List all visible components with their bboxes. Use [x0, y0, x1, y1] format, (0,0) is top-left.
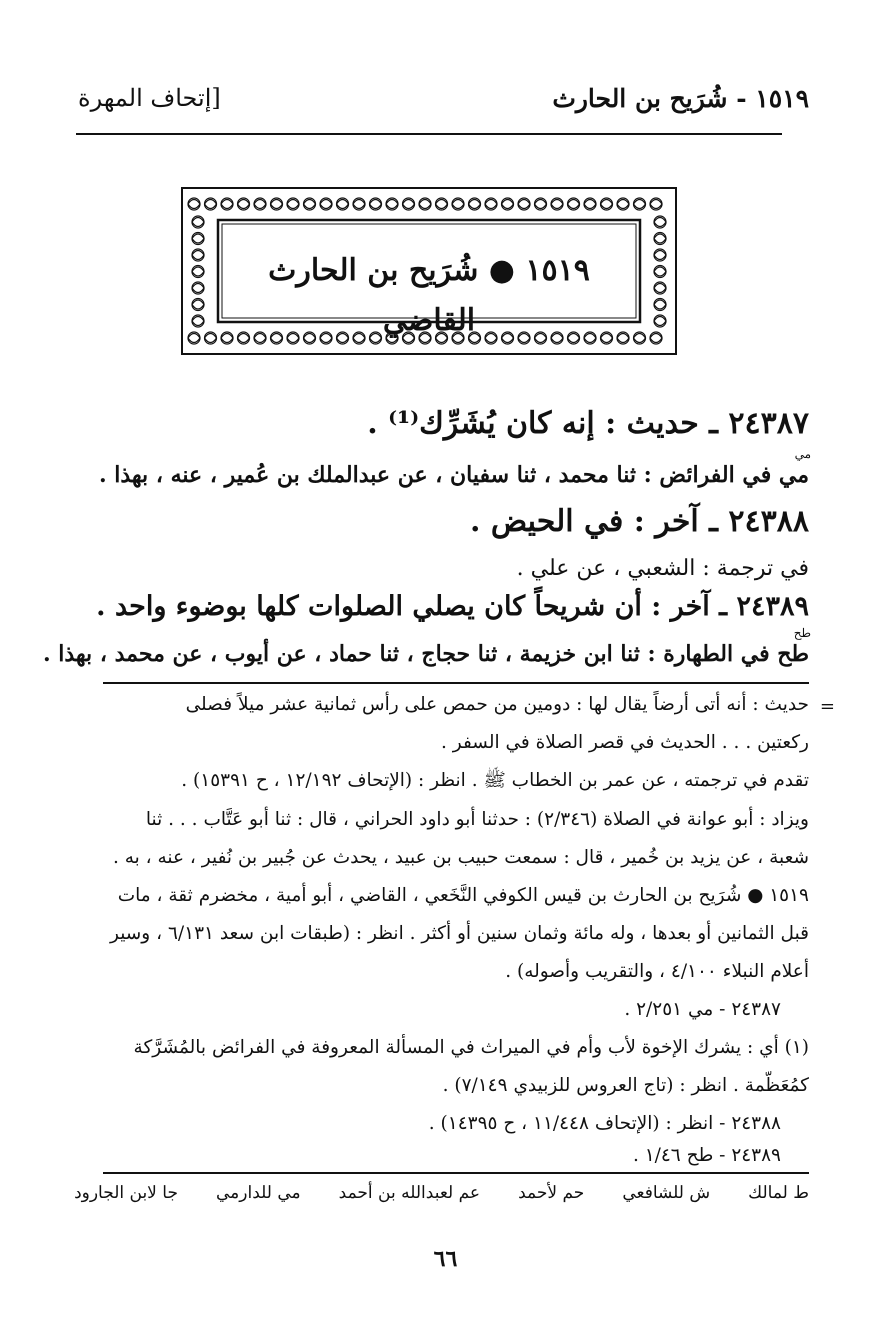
ornament-motif	[469, 200, 481, 209]
ornament-motif	[452, 200, 464, 209]
source-mark-mi: مي	[794, 447, 811, 461]
ornament-motif	[654, 317, 666, 326]
ornament-motif	[654, 284, 666, 293]
ornament-motif	[403, 200, 415, 209]
footnote-line: ٢٤٣٨٩ - طح ١/٤٦ .	[632, 1145, 781, 1166]
footnote-divider	[103, 682, 809, 684]
hadith-source-24388: في ترجمة : الشعبي ، عن علي .	[516, 556, 809, 581]
ornament-motif	[192, 317, 204, 326]
hadith-source-24387: مي في الفرائض : ثنا محمد ، ثنا سفيان ، عن عبدالملك بن عُمير ، عنه ، بهذا .	[98, 462, 809, 488]
ornament-motif	[192, 218, 204, 227]
ornament-motif	[654, 234, 666, 243]
footnote-line: تقدم في ترجمته ، عن عمر بن الخطاب ﷺ . انظر : (الإتحاف ١٢/١٩٢ ، ح ١٥٣٩١) .	[181, 770, 809, 791]
ornament-motif	[192, 234, 204, 243]
ornament-motif	[238, 200, 250, 209]
footnote-line: كمُعَظَّمة . انظر : (تاج العروس للزبيدي ٧/١٤٩) .	[442, 1075, 809, 1096]
ornament-motif	[205, 334, 217, 343]
ornament-motif	[287, 200, 299, 209]
ornament-motif	[551, 200, 563, 209]
abbreviation-item: عم لعبدالله بن أحمد	[338, 1183, 481, 1203]
ornament-motif	[304, 200, 316, 209]
abbreviation-item: حم لأحمد	[518, 1183, 585, 1203]
footnote-line: شعبة ، عن يزيد بن خُمير ، قال : سمعت حبيب بن عبيد ، يحدث عن جُبير بن نُفير ، عنه ، به .	[112, 847, 809, 868]
footnote-line: ويزاد : أبو عوانة في الصلاة (٢/٣٤٦) : حدثنا أبو داود الحراني ، قال : ثنا أبو عَتَّاب . . . ثنا	[145, 809, 809, 830]
ornament-motif	[650, 200, 662, 209]
running-header-left: [إتحاف المهرة	[78, 84, 221, 112]
ornament-motif	[568, 200, 580, 209]
abbreviation-item: ش للشافعي	[622, 1183, 711, 1203]
abbreviations-divider	[103, 1172, 809, 1174]
ornament-motif	[353, 200, 365, 209]
footnote-line: قبل الثمانين أو بعدها ، وله مائة وثمان سنين أو أكثر . انظر : (طبقات ابن سعد ٦/١٣١ ، وسير	[110, 923, 809, 944]
ornament-motif	[518, 200, 530, 209]
ornament-motif	[192, 284, 204, 293]
ornament-motif	[271, 200, 283, 209]
ornament-motif	[485, 200, 497, 209]
ornament-motif	[188, 334, 200, 343]
footnote-line: (١) أي : يشرك الإخوة لأب وأم في الميراث في المسألة المعروفة في الفرائض بالمُشَرَّكة	[133, 1037, 809, 1058]
abbreviation-item: جا لابن الجارود	[74, 1183, 178, 1203]
footnote-line: أعلام النبلاء ٤/١٠٠ ، والتقريب وأصوله) .	[505, 961, 809, 982]
footnote-line: ٢٤٣٨٧ - مي ٢/٢٥١ .	[624, 999, 781, 1020]
ornament-motif	[634, 200, 646, 209]
abbreviations-key	[74, 1183, 809, 1203]
footnote-line: حديث : أنه أتى أرضاً يقال لها : دومين من حمص على رأس ثمانية عشر ميلاً فصلى	[185, 694, 809, 715]
ornament-motif	[436, 200, 448, 209]
abbreviation-item: مي للدارمي	[216, 1183, 301, 1203]
ornament-motif	[654, 300, 666, 309]
ornament-motif	[535, 200, 547, 209]
hadith-entry-24388: ٢٤٣٨٨ ـ آخر : في الحيض .	[470, 504, 809, 539]
continuation-mark: =	[819, 696, 835, 717]
ornament-motif	[654, 251, 666, 260]
ornament-motif	[386, 200, 398, 209]
footnote-line: ركعتين . . . الحديث في قصر الصلاة في السفر .	[440, 732, 809, 753]
ornament-motif	[617, 200, 629, 209]
ornament-motif	[188, 200, 200, 209]
ornament-motif	[192, 267, 204, 276]
ornament-motif	[601, 200, 613, 209]
ornament-motif	[221, 200, 233, 209]
ornament-motif	[337, 200, 349, 209]
source-mark-tah: طح	[793, 626, 811, 640]
ornament-motif	[502, 200, 514, 209]
footnote-line: ١٥١٩ ● شُرَيح بن الحارث بن قيس الكوفي النَّخَعي ، القاضي ، أبو أمية ، مخضرم ثقة ، مات	[117, 885, 809, 906]
footnote-line: ٢٤٣٨٨ - انظر : (الإتحاف ١١/٤٤٨ ، ح ١٤٣٩٥) .	[428, 1113, 781, 1134]
page-number: ٦٦	[433, 1246, 458, 1272]
header-divider	[76, 133, 782, 135]
hadith-entry-24389: ٢٤٣٨٩ ـ آخر : أن شريحاً كان يصلي الصلوات كلها بوضوء واحد .	[96, 591, 809, 622]
ornament-motif	[192, 251, 204, 260]
ornament-motif	[320, 200, 332, 209]
hadith-entry-24387: ٢٤٣٨٧ ـ حديث : إنه كان يُشَرِّك⁽¹⁾ .	[367, 406, 809, 441]
ornament-motif	[584, 200, 596, 209]
ornament-motif	[254, 200, 266, 209]
ornament-motif	[654, 218, 666, 227]
ornament-motif	[205, 200, 217, 209]
hadith-source-24389: طح في الطهارة : ثنا ابن خزيمة ، ثنا حجاج ، ثنا حماد ، عن أيوب ، عن محمد ، بهذا .	[42, 641, 809, 667]
ornament-motif	[192, 300, 204, 309]
ornament-motif	[419, 200, 431, 209]
ornament-motif	[650, 334, 662, 343]
running-header-right: ١٥١٩ - شُرَيح بن الحارث	[552, 84, 809, 113]
biography-title: ١٥١٩ ● شُرَيح بن الحارث القاضي	[268, 253, 590, 338]
abbreviation-item: ط لمالك	[748, 1183, 809, 1203]
ornament-motif	[654, 267, 666, 276]
ornament-motif	[370, 200, 382, 209]
